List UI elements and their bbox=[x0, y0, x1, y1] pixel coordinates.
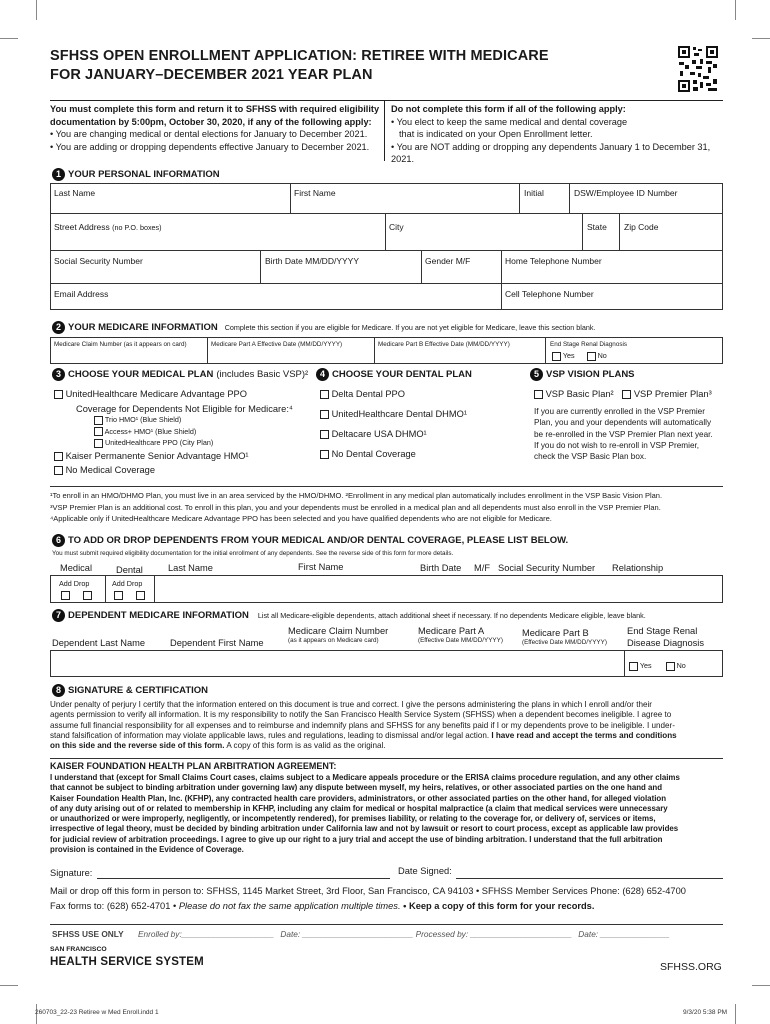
certification-text bbox=[50, 700, 730, 751]
medical-add-label: Add bbox=[59, 579, 72, 588]
dep-partb-title: Medicare Part B bbox=[522, 628, 589, 638]
medicare-part-b-field[interactable]: Medicare Part B Effective Date (MM/DD/YYYY) bbox=[378, 341, 510, 348]
no-medical-checkbox[interactable] bbox=[54, 466, 63, 475]
signature-label: Signature: bbox=[50, 868, 93, 878]
kaiser-checkbox[interactable] bbox=[54, 452, 63, 461]
cert-line2: agents permission to verify all information. It is my responsibility to notify the San Francisco Health Service System (SFHSS) when a dependent becomes ineligible. I agree to bbox=[50, 710, 672, 720]
office-use-row bbox=[52, 929, 670, 939]
vision-plan-options bbox=[534, 388, 726, 462]
trio-checkbox[interactable] bbox=[94, 416, 103, 425]
vsp-note-5: check the VSP Basic Plan box. bbox=[534, 452, 647, 462]
uhc-ppo-label: UnitedHealthcare Medicare Advantage PPO bbox=[65, 389, 247, 399]
kaiser-line8: provision is contained in the Evidence of Coverage. bbox=[50, 845, 244, 855]
deltacare-checkbox[interactable] bbox=[320, 430, 329, 439]
section5-heading bbox=[530, 368, 635, 381]
intro-right-bullet1b: that is indicated on your Open Enrollment letter. bbox=[399, 129, 593, 139]
footnote-1-2: ¹To enroll in an HMO/DHMO Plan, you must live in an area serviced by the HMO/DHMO. ²Enrollment in any medical plan automatically includes enrollment in the VSP Basic Vision Plan. bbox=[50, 491, 663, 500]
dental-plan-options bbox=[320, 388, 520, 460]
section7-title: DEPENDENT MEDICARE INFORMATION bbox=[68, 610, 249, 621]
intro-do-not-complete bbox=[391, 103, 723, 166]
personal-info-grid bbox=[50, 183, 723, 310]
uhc-dependents-note: Coverage for Dependents Not Eligible for Medicare:⁴ bbox=[76, 404, 293, 414]
dep-esrd-options bbox=[629, 661, 686, 671]
intro-left-bullet2: • You are adding or dropping dependents effective January to December 2021. bbox=[50, 141, 370, 152]
section3-number: 3 bbox=[52, 368, 65, 381]
medical-opt-none[interactable] bbox=[54, 464, 316, 476]
logo-big-text: HEALTH SERVICE SYSTEM bbox=[50, 956, 204, 968]
section4-heading bbox=[316, 368, 472, 381]
fax-warning: Please do not fax the same application multiple times. bbox=[178, 901, 401, 911]
dental-add-drop-boxes bbox=[114, 590, 145, 600]
medicare-info-grid bbox=[50, 337, 723, 364]
city-field[interactable]: City bbox=[389, 222, 404, 232]
dep-esrd-line2: Disease Diagnosis bbox=[627, 638, 704, 648]
vsp-basic-label: VSP Basic Plan² bbox=[545, 389, 614, 399]
dep-partb-header bbox=[522, 627, 607, 647]
delta-label: Delta Dental PPO bbox=[331, 389, 405, 399]
street-address-field[interactable] bbox=[54, 222, 162, 232]
intro-right-bold: Do not complete this form if all of the following apply: bbox=[391, 104, 626, 114]
footnote-4: ⁴Applicable only if UnitedHealthcare Medicare Advantage PPO has been selected and you have qualified dependents who are not eligible for Medicare. bbox=[50, 514, 552, 523]
first-name-field[interactable]: First Name bbox=[294, 188, 336, 198]
dental-opt-uhc[interactable] bbox=[320, 408, 520, 420]
esrd-no-label: No bbox=[597, 351, 607, 360]
dep-esrd-yes-checkbox[interactable] bbox=[629, 662, 638, 671]
vsp-note-3: be re-enrolled in the VSP Premier Plan next year. bbox=[534, 429, 713, 439]
section1-heading bbox=[52, 168, 220, 181]
section8-title: SIGNATURE & CERTIFICATION bbox=[68, 685, 209, 696]
cert-line3: assume full financial responsibility for all expenses and to reimburse and indemnify plans and SFHSS for any benefits paid if I or my dependents prove to be ineligible. I under- bbox=[50, 720, 675, 730]
cert-line1: Under penalty of perjury I certify that the information entered on this document is true and correct. I give the persons administering the plans in which I enroll and/or their bbox=[50, 700, 652, 709]
email-field[interactable]: Email Address bbox=[54, 289, 109, 299]
col-ssn: Social Security Number bbox=[498, 563, 596, 573]
esrd-yes-option[interactable] bbox=[552, 351, 607, 361]
uhc-city-label: UnitedHealthcare PPO (City Plan) bbox=[105, 438, 214, 448]
col-birth-date: Birth Date bbox=[420, 563, 462, 573]
cert-line4a: stand falsification of information may violate applicable laws, rules and regulations, leading to dismissal and/or legal action. bbox=[50, 730, 490, 740]
state-field[interactable]: State bbox=[587, 222, 607, 232]
vsp-note bbox=[534, 406, 726, 462]
vsp-premier-label: VSP Premier Plan³ bbox=[633, 389, 712, 399]
dep-esrd-no-label: No bbox=[676, 661, 686, 670]
cert-line4b: I have read and accept the terms and conditions bbox=[491, 730, 677, 740]
section2-number: 2 bbox=[52, 321, 65, 334]
esrd-yes-checkbox[interactable] bbox=[552, 352, 561, 361]
dependents-row bbox=[50, 575, 723, 603]
section2-note: Complete this section if you are eligible for Medicare. If you are not yet eligible for Medicare, leave this section blank. bbox=[224, 323, 596, 332]
no-dental-checkbox[interactable] bbox=[320, 450, 329, 459]
vsp-note-2: Plan, you and your dependents will automatically bbox=[534, 418, 712, 428]
col-medical: Medical bbox=[60, 563, 93, 573]
section6-title: TO ADD OR DROP DEPENDENTS FROM YOUR MEDICAL AND/OR DENTAL COVERAGE, PLEASE LIST BELOW. bbox=[68, 535, 569, 546]
intro-left-bullet1: • You are changing medical or dental elections for January to December 2021. bbox=[50, 129, 368, 139]
medical-plan-options bbox=[54, 388, 316, 476]
office-rule bbox=[50, 924, 723, 925]
keep-copy: • Keep a copy of this form for your records. bbox=[403, 901, 595, 911]
uhc-ppo-checkbox[interactable] bbox=[54, 390, 63, 399]
footnotes bbox=[50, 490, 730, 525]
medical-add-drop-boxes bbox=[61, 590, 92, 600]
esrd-label: End Stage Renal Diagnosis bbox=[550, 341, 628, 348]
dep-partb-sub: (Effective Date MM/DD/YYYY) bbox=[522, 639, 607, 646]
kaiser-line3: Kaiser Foundation Health Plan, Inc. (KFHP), any contracted health care providers, administrators, or other associated parties on the other hand, for alleged violation bbox=[50, 793, 667, 803]
dental-add-drop bbox=[112, 579, 142, 588]
initial-field[interactable]: Initial bbox=[524, 188, 544, 198]
medical-opt-uhc-ppo[interactable] bbox=[54, 388, 316, 400]
intro-divider bbox=[384, 101, 385, 161]
medical-add-drop bbox=[59, 579, 89, 588]
dental-drop-checkbox[interactable] bbox=[136, 591, 145, 600]
dep-claim-sub: (as it appears on Medicare card) bbox=[288, 637, 379, 644]
no-dental-label: No Dental Coverage bbox=[331, 449, 416, 459]
medical-sub-access[interactable] bbox=[54, 427, 316, 437]
dep-claim-title: Medicare Claim Number bbox=[288, 626, 389, 636]
ssn-field[interactable]: Social Security Number bbox=[54, 256, 143, 266]
mail-info bbox=[50, 884, 740, 914]
section2-heading bbox=[52, 321, 595, 334]
medical-sub-uhc-city[interactable] bbox=[54, 438, 316, 448]
signature-line[interactable] bbox=[97, 878, 390, 879]
col-dental: Dental bbox=[116, 565, 143, 575]
birth-date-field[interactable]: Birth Date MM/DD/YYYY bbox=[265, 256, 359, 266]
section6-note: You must submit required eligibility documentation for the initial enrollment of any dependents. See the reverse side of this form for more details. bbox=[52, 550, 454, 557]
dsw-id-field[interactable]: DSW/Employee ID Number bbox=[574, 188, 678, 198]
dep-claim-header bbox=[288, 625, 388, 645]
section3-title-note: (includes Basic VSP)² bbox=[216, 369, 309, 380]
dep-esrd-no-checkbox[interactable] bbox=[666, 662, 675, 671]
medical-add-checkbox[interactable] bbox=[61, 591, 70, 600]
dental-opt-delta[interactable] bbox=[320, 388, 520, 400]
section3-heading bbox=[52, 368, 308, 381]
date-signed-label: Date Signed: bbox=[398, 866, 452, 876]
dep-last-name-header: Dependent Last Name bbox=[52, 638, 146, 648]
intro-must-complete bbox=[50, 103, 384, 153]
last-name-field[interactable]: Last Name bbox=[54, 188, 96, 198]
kaiser-rule bbox=[50, 758, 723, 759]
dep-esrd-header bbox=[627, 625, 704, 649]
dep-parta-title: Medicare Part A bbox=[418, 626, 485, 636]
medicare-claim-field[interactable]: Medicare Claim Number (as it appears on card) bbox=[54, 341, 187, 348]
cell-telephone-field[interactable]: Cell Telephone Number bbox=[505, 289, 594, 299]
date-slug: 9/3/20 5:38 PM bbox=[683, 1009, 728, 1016]
esrd-no-checkbox[interactable] bbox=[587, 352, 596, 361]
vsp-note-1: If you are currently enrolled in the VSP Premier bbox=[534, 407, 705, 416]
vsp-note-4: If you do not wish to re-enroll in VSP Premier, bbox=[534, 440, 700, 450]
home-telephone-field[interactable]: Home Telephone Number bbox=[505, 256, 602, 266]
kaiser-line1: I understand that (except for Small Claims Court cases, claims subject to a Medicare appeals procedure or the ERISA claims procedure regulation, and any other claims bbox=[50, 773, 680, 782]
intro-left-bold2: documentation by 5:00pm, October 30, 2020, if any of the following apply: bbox=[50, 116, 372, 127]
zip-code-field[interactable]: Zip Code bbox=[624, 222, 659, 232]
deltacare-label: Deltacare USA DHMO¹ bbox=[331, 429, 427, 439]
section6-heading bbox=[52, 534, 568, 547]
medical-drop-checkbox[interactable] bbox=[83, 591, 92, 600]
section1-title: YOUR PERSONAL INFORMATION bbox=[68, 169, 220, 180]
dental-add-checkbox[interactable] bbox=[114, 591, 123, 600]
form-title bbox=[50, 47, 549, 85]
footnote-3: ³VSP Premier Plan is an additional cost. To enroll in this plan, you and your dependents must be enrolled in a medical plan and all dependents must also enroll in the VSP Premier Plan. bbox=[50, 502, 661, 512]
kaiser-line2: that cannot be subject to binding arbitration under governing law) any dispute between myself, my heirs, relatives, or other associated parties on the one hand and bbox=[50, 783, 663, 793]
section5-number: 5 bbox=[530, 368, 543, 381]
street-note: (no P.O. boxes) bbox=[112, 223, 162, 232]
vsp-basic-checkbox[interactable] bbox=[534, 390, 543, 399]
fax-text: Fax forms to: (628) 652-4701 • bbox=[50, 901, 177, 911]
dep-first-name-header: Dependent First Name bbox=[170, 638, 264, 648]
medical-drop-label: Drop bbox=[73, 579, 90, 588]
form-title-line1: SFHSS OPEN ENROLLMENT APPLICATION: RETIREE WITH MEDICARE bbox=[50, 48, 549, 64]
kaiser-heading: KAISER FOUNDATION HEALTH PLAN ARBITRATION AGREEMENT: bbox=[50, 761, 337, 771]
site-url[interactable]: SFHSS.ORG bbox=[660, 961, 722, 973]
section1-number: 1 bbox=[52, 168, 65, 181]
col-relationship: Relationship bbox=[612, 563, 664, 573]
esrd-yes-label: Yes bbox=[562, 351, 575, 360]
section4-title: CHOOSE YOUR DENTAL PLAN bbox=[332, 369, 472, 380]
kaiser-agreement-text bbox=[50, 773, 730, 855]
section7-note: List all Medicare-eligible dependents, attach additional sheet if necessary. If no dependents Medicare eligible, leave blank. bbox=[257, 611, 646, 620]
dental-opt-deltacare[interactable] bbox=[320, 428, 520, 440]
dep-parta-sub: (Effective Date MM/DD/YYYY) bbox=[418, 637, 503, 644]
vsp-premier-checkbox[interactable] bbox=[622, 390, 631, 399]
dep-parta-header bbox=[418, 625, 503, 645]
section7-number: 7 bbox=[52, 609, 65, 622]
no-medical-label: No Medical Coverage bbox=[65, 464, 155, 475]
footnote-rule bbox=[50, 486, 723, 487]
intro-left-bold1: You must complete this form and return it to SFHSS with required eligibility bbox=[50, 104, 380, 114]
dental-add-label: Add bbox=[112, 579, 125, 588]
gender-field[interactable]: Gender M/F bbox=[425, 256, 471, 266]
delta-checkbox[interactable] bbox=[320, 390, 329, 399]
medical-sub-trio[interactable] bbox=[54, 415, 316, 425]
office-date2: Date: _______________ bbox=[578, 929, 670, 939]
kaiser-line6: irrespective of legal theory, must be decided by binding arbitration under California law and not by lawsuit or resort to court process, except as applicable law provides bbox=[50, 824, 679, 834]
mail-line1: Mail or drop off this form in person to: SFHSS, 1145 Market Street, 3rd Floor, San Francisco, CA 94103 • SFHSS Member Services Phone: (628) 652-4700 bbox=[50, 886, 686, 896]
kaiser-label: Kaiser Permanente Senior Advantage HMO¹ bbox=[65, 450, 249, 461]
intro-right-bullet1: • You elect to keep the same medical and dental coverage bbox=[391, 116, 628, 127]
section3-title: CHOOSE YOUR MEDICAL PLAN bbox=[68, 369, 214, 380]
medicare-part-a-field[interactable]: Medicare Part A Effective Date (MM/DD/YYYY) bbox=[211, 341, 343, 348]
logo-small-text: SAN FRANCISCO bbox=[50, 946, 107, 953]
uhc-dental-label: UnitedHealthcare Dental DHMO¹ bbox=[331, 409, 467, 419]
col-last-name: Last Name bbox=[168, 563, 213, 573]
cert-line5 bbox=[50, 741, 730, 751]
trio-label: Trio HMO¹ (Blue Shield) bbox=[104, 415, 182, 424]
qr-code-icon bbox=[678, 46, 718, 92]
dep-esrd-yes-label: Yes bbox=[639, 661, 652, 670]
access-checkbox[interactable] bbox=[94, 427, 103, 436]
intro-right-bullet2: • You are NOT adding or dropping any dependents January 1 to December 31, 2021. bbox=[391, 141, 711, 164]
cert-line5b: A copy of this form is as valid as the original. bbox=[226, 741, 386, 751]
section8-number: 8 bbox=[52, 684, 65, 697]
section5-title: VSP VISION PLANS bbox=[546, 369, 635, 380]
section7-heading bbox=[52, 609, 646, 622]
file-slug: 260703_22-23 Retiree w Med Enroll.indd 1 bbox=[35, 1009, 159, 1016]
dental-opt-none[interactable] bbox=[320, 448, 520, 460]
col-first-name: First Name bbox=[298, 562, 344, 572]
vision-opts bbox=[534, 388, 726, 400]
dental-drop-label: Drop bbox=[126, 579, 143, 588]
medical-opt-kaiser[interactable] bbox=[54, 450, 316, 462]
section6-number: 6 bbox=[52, 534, 65, 547]
enrolled-by: Enrolled by:____________________ bbox=[137, 929, 275, 939]
date-signed-line[interactable] bbox=[456, 878, 723, 879]
section8-heading bbox=[52, 684, 208, 697]
office-use-label: SFHSS USE ONLY bbox=[52, 929, 124, 939]
section4-number: 4 bbox=[316, 368, 329, 381]
kaiser-line7: for judicial review of arbitration proceedings. I agree to give up our right to a jury trial and accept the use of binding arbitration. I understand that the full arbitration bbox=[50, 834, 663, 844]
mail-line2 bbox=[50, 899, 740, 914]
cert-line4 bbox=[50, 731, 730, 741]
form-title-line2: FOR JANUARY–DECEMBER 2021 YEAR PLAN bbox=[50, 67, 373, 83]
cert-line5a: on this side and the reverse side of this form. bbox=[50, 741, 225, 751]
access-label: Access+ HMO¹ (Blue Shield) bbox=[104, 426, 197, 436]
processed-by: Processed by: ______________________ bbox=[415, 929, 572, 939]
dep-esrd-line1: End Stage Renal bbox=[627, 626, 698, 636]
kaiser-line5: or unauthorized or were improperly, negligently, or incompetently rendered), for premises liability, or relating to the coverage for, or delivery of, services or items, bbox=[50, 814, 656, 824]
kaiser-line4: of any duty arising out of or related to membership in KFHP, including any claim for medical or hospital malpractice (a claim that medical services were unnecessary bbox=[50, 803, 668, 813]
street-label: Street Address bbox=[54, 222, 110, 232]
section2-title: YOUR MEDICARE INFORMATION bbox=[68, 322, 218, 333]
col-mf: M/F bbox=[474, 563, 491, 573]
intro-box bbox=[50, 100, 723, 164]
dependent-medicare-row bbox=[50, 650, 723, 677]
uhc-city-checkbox[interactable] bbox=[94, 439, 103, 448]
office-date1: Date: ________________________ bbox=[280, 929, 414, 939]
uhc-dental-checkbox[interactable] bbox=[320, 410, 329, 419]
